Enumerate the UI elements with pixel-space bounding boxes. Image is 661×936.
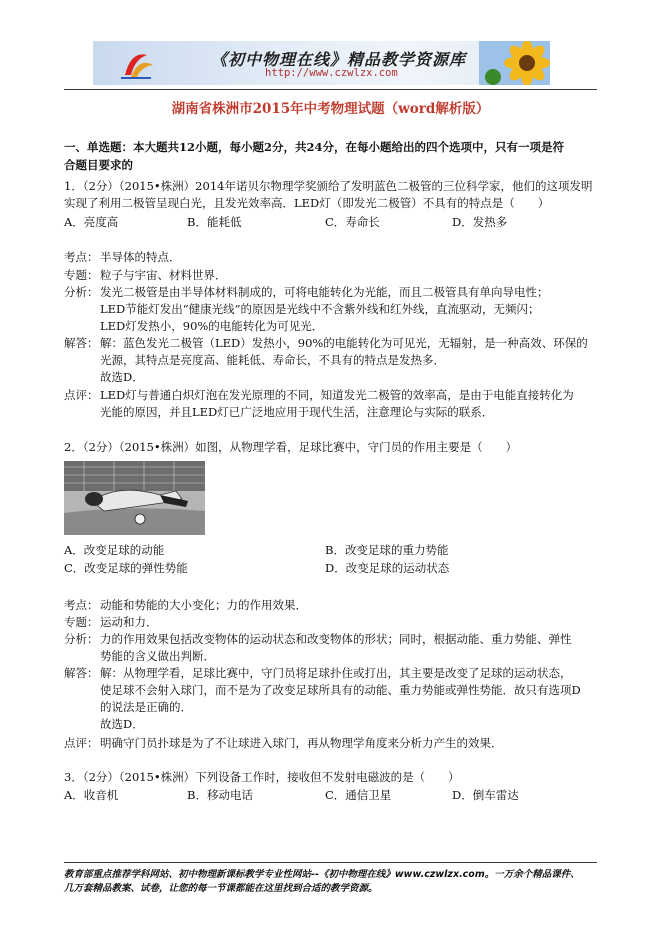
footer-rule: [64, 862, 597, 863]
q2-jieda-line: 解：从物理学看，足球比赛中，守门员将足球扑住或打出，其主要是改变了足球的运动状态，: [100, 666, 572, 680]
q2-kaodian-label: 考点：: [64, 598, 99, 612]
q1-fenxi-label: 分析：: [64, 285, 99, 299]
q2-kaodian: 动能和势能的大小变化；力的作用效果．: [100, 598, 307, 612]
footer-line: 教育部重点推荐学科网站、初中物理新课标教学专业性网站--《初中物理在线》www.czwlzx.com。一万余个精品课件、: [64, 869, 580, 880]
q2-jieda-line: 的说法是正确的．: [100, 700, 192, 714]
q1-jieda-line: 光源，其特点是亮度高、能耗低、寿命长，不具有的特点是发热多．: [100, 353, 445, 367]
q2-option-d: D．改变足球的运动状态: [325, 561, 450, 575]
q2-dianping-line: 明确守门员扑球是为了不让球进入球门，再从物理学角度来分析力产生的效果．: [100, 736, 503, 750]
q1-dianping-line: LED灯与普通白炽灯泡在发光原理的不同，知道发光二极管的效率高，是由于电能直接转化为: [100, 388, 574, 402]
banner-url[interactable]: http://www.czwlzx.com: [265, 67, 398, 79]
q1-fenxi-line: LED节能灯发出“健康光线”的原因是光线中不含紫外线和红外线，直流驱动，无频闪；: [100, 302, 540, 316]
q1-stem: 1．（2分）（2015•株洲）2014年诺贝尔物理学奖颁给了发明蓝色二极管的三位科学家，他们的这项发明: [64, 179, 593, 193]
q2-option-c: C．改变足球的弹性势能: [64, 561, 188, 575]
q1-option-d: D．发热多: [452, 215, 508, 229]
q1-stem-cont: 实现了利用二极管呈现白光，且发光效率高．LED灯（即发光二极管）不具有的特点是（ ）: [64, 196, 550, 210]
q1-option-a: A．亮度高: [64, 215, 119, 229]
q1-kaodian-label: 考点：: [64, 250, 99, 264]
q3-stem: 3．（2分）（2015•株洲）下列设备工作时，接收但不发射电磁波的是（ ）: [64, 770, 460, 784]
header-rule: [64, 89, 597, 90]
q2-jieda-label: 解答：: [64, 666, 99, 680]
q3-option-a: A．收音机: [64, 788, 119, 802]
q2-zhuanti-label: 专题：: [64, 615, 99, 629]
q1-jieda-label: 解答：: [64, 336, 99, 350]
q2-jieda-line: 故选D．: [100, 717, 144, 731]
section-heading-cont: 合题目要求的: [64, 158, 133, 172]
q2-fenxi-line: 力的作用效果包括改变物体的运动状态和改变物体的形状；同时，根据动能、重力势能、弹性: [100, 632, 572, 646]
q1-option-c: C．寿命长: [325, 215, 380, 229]
goalkeeper-photo: [64, 461, 205, 535]
site-logo-icon: [117, 47, 155, 81]
q1-dianping-label: 点评：: [64, 388, 99, 402]
q2-fenxi-label: 分析：: [64, 632, 99, 646]
header-banner: [93, 41, 550, 85]
q1-zhuanti-label: 专题：: [64, 268, 99, 282]
sunflower-icon: [479, 41, 550, 85]
footer-line: 几万套精品教案、试卷，让您的每一节课都能在这里找到合适的教学资源。: [64, 883, 378, 894]
q1-fenxi-line: LED灯发热小，90%的电能转化为可见光．: [100, 319, 324, 333]
q1-zhuanti: 粒子与宇宙、材料世界．: [100, 268, 227, 282]
q1-fenxi-line: 发光二极管是由半导体材料制成的，可将电能转化为光能，而且二极管具有单向导电性；: [100, 285, 549, 299]
q1-jieda-line: 故选D．: [100, 370, 144, 384]
q3-option-c: C．通信卫星: [325, 788, 392, 802]
q1-option-b: B．能耗低: [187, 215, 242, 229]
q2-zhuanti: 运动和力．: [100, 615, 158, 629]
q3-option-b: B．移动电话: [187, 788, 253, 802]
section-heading: 一、单选题：本大题共12小题，每小题2分，共24分，在每小题给出的四个选项中，只有一项是符: [64, 140, 565, 154]
q1-jieda-line: 解：蓝色发光二极管（LED）发热小，90%的电能转化为可见光，无辐射，是一种高效、环保的: [100, 336, 588, 350]
banner-title: 《初中物理在线》精品教学资源库: [211, 50, 467, 69]
q2-stem: 2．（2分）（2015•株洲）如图，从物理学看，足球比赛中，守门员的作用主要是（ ）: [64, 440, 518, 454]
q2-option-b: B．改变足球的重力势能: [325, 543, 449, 557]
q1-kaodian: 半导体的特点．: [100, 250, 181, 264]
q1-dianping-line: 光能的原因，并且LED灯已广泛地应用于现代生活，注意理论与实际的联系．: [100, 405, 494, 419]
q3-option-d: D．倒车雷达: [452, 788, 519, 802]
q2-option-a: A．改变足球的动能: [64, 543, 165, 557]
q2-dianping-label: 点评：: [64, 736, 99, 750]
document-title: 湖南省株洲市2015年中考物理试题（word解析版）: [171, 101, 490, 117]
q2-fenxi-line: 势能的含义做出判断．: [100, 649, 215, 663]
q2-jieda-line: 使足球不会射入球门，而不是为了改变足球所具有的动能、重力势能或弹性势能．故只有选项D: [100, 683, 581, 697]
